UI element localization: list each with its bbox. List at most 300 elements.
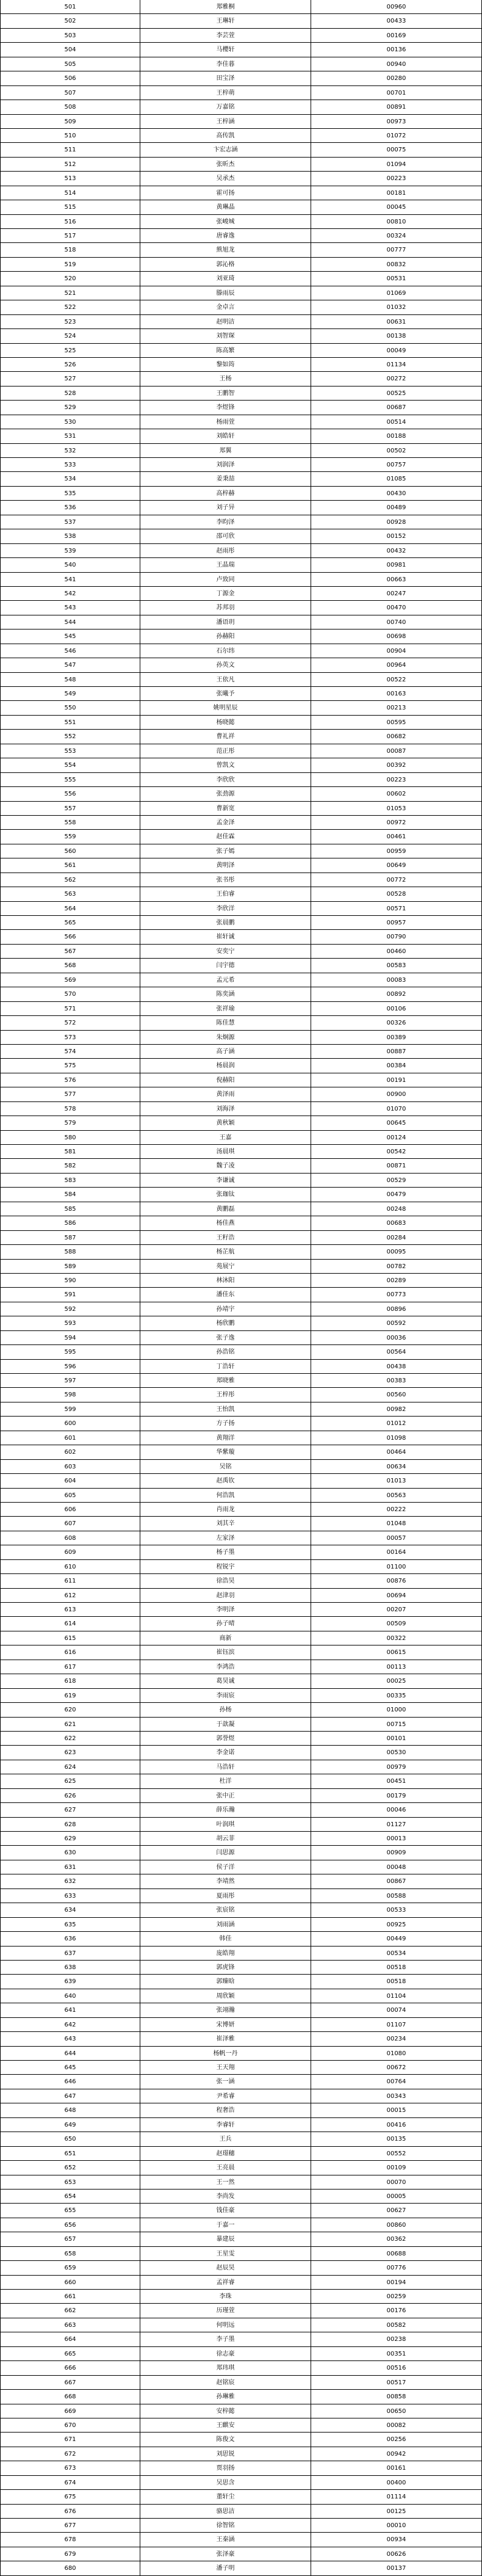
name-cell: 张子嫣 xyxy=(140,844,311,858)
row-number-cell: 670 xyxy=(0,2418,140,2432)
table-row xyxy=(0,615,482,629)
table-row xyxy=(0,372,482,386)
row-number-cell: 609 xyxy=(0,1545,140,1559)
id-code-cell: 00940 xyxy=(311,57,482,71)
id-code-cell: 00858 xyxy=(311,2390,482,2403)
name-cell: 李欣欣 xyxy=(140,773,311,786)
name-cell: 金卓言 xyxy=(140,300,311,314)
table-row xyxy=(0,1274,482,1288)
name-cell: 徐智铭 xyxy=(140,2519,311,2532)
row-number-cell: 675 xyxy=(0,2490,140,2503)
row-number-cell: 522 xyxy=(0,300,140,314)
id-code-cell: 00900 xyxy=(311,1087,482,1101)
name-cell: 卢致同 xyxy=(140,573,311,586)
id-code-cell: 01114 xyxy=(311,2490,482,2503)
row-number-cell: 558 xyxy=(0,816,140,829)
id-code-cell: 00101 xyxy=(311,1732,482,1745)
row-number-cell: 591 xyxy=(0,1288,140,1301)
id-code-cell: 00772 xyxy=(311,873,482,887)
name-cell: 田宝泽 xyxy=(140,71,311,85)
table-row xyxy=(0,787,482,801)
name-cell: 杨帆一丹 xyxy=(140,2047,311,2060)
row-number-cell: 592 xyxy=(0,1302,140,1316)
name-cell: 陈高繁 xyxy=(140,344,311,357)
name-cell: 徐浩昊 xyxy=(140,1574,311,1587)
name-cell: 王晶瑞 xyxy=(140,558,311,571)
row-number-cell: 516 xyxy=(0,215,140,228)
id-code-cell: 01100 xyxy=(311,1560,482,1573)
table-row xyxy=(0,2290,482,2304)
table-row xyxy=(0,858,482,873)
id-code-cell: 00125 xyxy=(311,2505,482,2518)
id-code-cell: 00259 xyxy=(311,2290,482,2303)
table-row xyxy=(0,1331,482,1345)
table-row xyxy=(0,1517,482,1531)
table-row xyxy=(0,1603,482,1617)
table-row xyxy=(0,1345,482,1359)
table-row xyxy=(0,458,482,472)
id-code-cell: 00179 xyxy=(311,1789,482,1802)
name-cell: 吴承杰 xyxy=(140,172,311,185)
table-row xyxy=(0,2276,482,2290)
id-code-cell: 01094 xyxy=(311,158,482,171)
name-cell: 李芸萱 xyxy=(140,29,311,42)
table-row xyxy=(0,2103,482,2117)
table-row xyxy=(0,1316,482,1330)
table-row xyxy=(0,2132,482,2146)
row-number-cell: 663 xyxy=(0,2318,140,2332)
name-cell: 张峻城 xyxy=(140,215,311,228)
table-row xyxy=(0,1645,482,1660)
id-code-cell: 00502 xyxy=(311,444,482,457)
id-code-cell: 00582 xyxy=(311,2318,482,2332)
table-row xyxy=(0,1388,482,1402)
name-cell: 高子涵 xyxy=(140,1045,311,1058)
id-code-cell: 00533 xyxy=(311,1903,482,1917)
table-row xyxy=(0,472,482,486)
name-cell: 滕雨辰 xyxy=(140,286,311,300)
id-code-cell: 00626 xyxy=(311,2547,482,2561)
name-cell: 刘皓轩 xyxy=(140,429,311,443)
id-code-cell: 00645 xyxy=(311,1116,482,1130)
id-code-cell: 00514 xyxy=(311,415,482,429)
table-row xyxy=(0,1489,482,1503)
row-number-cell: 517 xyxy=(0,229,140,242)
id-code-cell: 00773 xyxy=(311,1288,482,1301)
name-cell: 李谦诚 xyxy=(140,1174,311,1187)
id-code-cell: 01134 xyxy=(311,358,482,371)
name-cell: 苏邦羽 xyxy=(140,601,311,614)
id-code-cell: 00960 xyxy=(311,0,482,13)
table-row xyxy=(0,1560,482,1574)
name-cell: 范正彤 xyxy=(140,744,311,758)
table-row xyxy=(0,1574,482,1588)
table-row xyxy=(0,1846,482,1860)
id-code-cell: 00615 xyxy=(311,1645,482,1659)
id-code-cell: 00194 xyxy=(311,2276,482,2289)
id-code-cell: 00563 xyxy=(311,1489,482,1502)
table-row xyxy=(0,501,482,515)
id-code-cell: 00904 xyxy=(311,644,482,658)
id-code-cell: 00871 xyxy=(311,1159,482,1172)
row-number-cell: 586 xyxy=(0,1216,140,1230)
table-row xyxy=(0,2190,482,2204)
row-number-cell: 523 xyxy=(0,315,140,328)
id-code-cell: 00272 xyxy=(311,372,482,385)
name-cell: 宋博妍 xyxy=(140,2018,311,2031)
row-number-cell: 671 xyxy=(0,2433,140,2446)
name-cell: 刘雨涵 xyxy=(140,1918,311,1931)
name-cell: 马浩轩 xyxy=(140,1760,311,1774)
name-cell: 肖雨龙 xyxy=(140,1503,311,1516)
id-code-cell: 00740 xyxy=(311,615,482,629)
row-number-cell: 519 xyxy=(0,258,140,271)
name-cell: 王麒安 xyxy=(140,2418,311,2432)
table-row xyxy=(0,587,482,601)
name-cell: 何浩凯 xyxy=(140,1489,311,1502)
id-code-cell: 00188 xyxy=(311,429,482,443)
row-number-cell: 561 xyxy=(0,858,140,872)
row-number-cell: 511 xyxy=(0,143,140,156)
table-row xyxy=(0,415,482,429)
table-row xyxy=(0,1503,482,1517)
id-code-cell: 01104 xyxy=(311,1989,482,2003)
id-code-cell: 00234 xyxy=(311,2032,482,2045)
name-cell: 黎如筠 xyxy=(140,358,311,371)
id-code-cell: 00470 xyxy=(311,601,482,614)
name-cell: 李睿轩 xyxy=(140,2118,311,2132)
name-cell: 陈奕涵 xyxy=(140,987,311,1001)
id-code-cell: 00782 xyxy=(311,1260,482,1273)
name-cell: 吴思含 xyxy=(140,2476,311,2489)
name-cell: 赵雨彤 xyxy=(140,544,311,557)
row-number-cell: 597 xyxy=(0,1374,140,1387)
row-number-cell: 603 xyxy=(0,1460,140,1473)
row-number-cell: 549 xyxy=(0,687,140,700)
id-code-cell: 00223 xyxy=(311,773,482,786)
name-cell: 孙英文 xyxy=(140,658,311,672)
name-cell: 郑晓雅 xyxy=(140,1374,311,1387)
table-row xyxy=(0,143,482,157)
table-row xyxy=(0,629,482,644)
table-row xyxy=(0,1989,482,2003)
row-number-cell: 647 xyxy=(0,2089,140,2103)
table-row xyxy=(0,429,482,443)
row-number-cell: 503 xyxy=(0,29,140,42)
table-row xyxy=(0,1918,482,1932)
name-cell: 黄明泽 xyxy=(140,858,311,872)
name-cell: 曹新宽 xyxy=(140,802,311,815)
table-row xyxy=(0,14,482,28)
row-number-cell: 502 xyxy=(0,14,140,27)
name-cell: 郭沁格 xyxy=(140,258,311,271)
table-row xyxy=(0,1402,482,1417)
row-number-cell: 632 xyxy=(0,1874,140,1888)
table-row xyxy=(0,2318,482,2332)
id-code-cell: 00592 xyxy=(311,1316,482,1330)
row-number-cell: 660 xyxy=(0,2276,140,2289)
id-code-cell: 00964 xyxy=(311,658,482,672)
name-cell: 郭臻晗 xyxy=(140,1975,311,1988)
table-row xyxy=(0,1889,482,1903)
row-number-cell: 507 xyxy=(0,86,140,100)
row-number-cell: 587 xyxy=(0,1231,140,1244)
id-code-cell: 00137 xyxy=(311,2561,482,2575)
id-code-cell: 00384 xyxy=(311,1059,482,1072)
name-cell: 赵津羽 xyxy=(140,1589,311,1602)
row-number-cell: 659 xyxy=(0,2261,140,2274)
name-cell: 陈佳慧 xyxy=(140,1016,311,1029)
id-code-cell: 00025 xyxy=(311,1674,482,1688)
row-number-cell: 566 xyxy=(0,930,140,943)
table-row xyxy=(0,2247,482,2261)
row-number-cell: 648 xyxy=(0,2103,140,2117)
name-cell: 黄翔洋 xyxy=(140,1431,311,1445)
name-cell: 李欣洋 xyxy=(140,902,311,915)
table-row xyxy=(0,773,482,787)
id-code-cell: 00909 xyxy=(311,1846,482,1859)
row-number-cell: 534 xyxy=(0,472,140,485)
name-cell: 张子逸 xyxy=(140,1331,311,1344)
row-number-cell: 676 xyxy=(0,2505,140,2518)
row-number-cell: 622 xyxy=(0,1732,140,1745)
row-number-cell: 573 xyxy=(0,1031,140,1044)
id-code-cell: 00571 xyxy=(311,902,482,915)
name-cell: 侯子洋 xyxy=(140,1860,311,1874)
id-code-cell: 00542 xyxy=(311,1145,482,1158)
name-cell: 程锐宇 xyxy=(140,1560,311,1573)
table-row xyxy=(0,816,482,830)
id-code-cell: 00715 xyxy=(311,1718,482,1731)
id-code-cell: 00152 xyxy=(311,529,482,543)
name-cell: 赵佳霖 xyxy=(140,830,311,843)
row-number-cell: 544 xyxy=(0,615,140,629)
id-code-cell: 01070 xyxy=(311,1102,482,1116)
name-cell: 张翊瀚 xyxy=(140,2003,311,2017)
name-cell: 王籽浩 xyxy=(140,1231,311,1244)
name-cell: 丁源金 xyxy=(140,587,311,600)
name-cell: 郑雅桐 xyxy=(140,0,311,13)
id-code-cell: 00256 xyxy=(311,2433,482,2446)
table-row xyxy=(0,100,482,114)
name-cell: 刘其辛 xyxy=(140,1517,311,1530)
table-row xyxy=(0,1947,482,1961)
row-number-cell: 541 xyxy=(0,573,140,586)
id-code-cell: 00552 xyxy=(311,2147,482,2160)
row-number-cell: 583 xyxy=(0,1174,140,1187)
row-number-cell: 613 xyxy=(0,1603,140,1616)
row-number-cell: 666 xyxy=(0,2361,140,2375)
row-number-cell: 598 xyxy=(0,1388,140,1401)
table-row xyxy=(0,386,482,401)
id-code-cell: 00095 xyxy=(311,1245,482,1258)
id-code-cell: 00867 xyxy=(311,1874,482,1888)
row-number-cell: 514 xyxy=(0,186,140,200)
row-number-cell: 679 xyxy=(0,2547,140,2561)
table-row xyxy=(0,1159,482,1173)
name-cell: 李子墨 xyxy=(140,2332,311,2346)
table-row xyxy=(0,358,482,372)
id-code-cell: 00522 xyxy=(311,673,482,686)
row-number-cell: 594 xyxy=(0,1331,140,1344)
name-cell: 赵明洁 xyxy=(140,315,311,328)
row-number-cell: 555 xyxy=(0,773,140,786)
table-row xyxy=(0,1760,482,1774)
name-cell: 周欣颖 xyxy=(140,1989,311,2003)
row-number-cell: 661 xyxy=(0,2290,140,2303)
name-cell: 徐志豪 xyxy=(140,2347,311,2360)
id-code-cell: 00048 xyxy=(311,1860,482,1874)
table-row xyxy=(0,1860,482,1874)
table-row xyxy=(0,1202,482,1216)
id-code-cell: 00326 xyxy=(311,1016,482,1029)
id-code-cell: 00683 xyxy=(311,1216,482,1230)
row-number-cell: 513 xyxy=(0,172,140,185)
row-number-cell: 530 xyxy=(0,415,140,429)
name-cell: 刘智琛 xyxy=(140,329,311,343)
table-row xyxy=(0,730,482,744)
id-code-cell: 00248 xyxy=(311,1202,482,1216)
id-code-cell: 00701 xyxy=(311,86,482,100)
name-cell: 杨晓懿 xyxy=(140,716,311,729)
name-cell: 崔轩诚 xyxy=(140,930,311,943)
table-row xyxy=(0,2232,482,2246)
row-number-cell: 581 xyxy=(0,1145,140,1158)
row-number-cell: 645 xyxy=(0,2061,140,2074)
row-number-cell: 624 xyxy=(0,1760,140,1774)
table-row xyxy=(0,0,482,14)
table-row xyxy=(0,1260,482,1274)
id-code-cell: 00005 xyxy=(311,2190,482,2203)
id-code-cell: 00516 xyxy=(311,2361,482,2375)
name-cell: 邵可欣 xyxy=(140,529,311,543)
name-cell: 赵铭宸 xyxy=(140,2376,311,2389)
id-code-cell: 00876 xyxy=(311,1574,482,1587)
row-number-cell: 546 xyxy=(0,644,140,658)
id-code-cell: 00525 xyxy=(311,386,482,400)
table-row xyxy=(0,2003,482,2017)
table-row xyxy=(0,344,482,358)
name-cell: 丁浩轩 xyxy=(140,1360,311,1373)
table-row xyxy=(0,1374,482,1388)
row-number-cell: 637 xyxy=(0,1947,140,1960)
row-number-cell: 524 xyxy=(0,329,140,343)
id-code-cell: 00529 xyxy=(311,1174,482,1187)
table-row xyxy=(0,229,482,243)
id-code-cell: 00682 xyxy=(311,730,482,743)
table-row xyxy=(0,1016,482,1030)
name-cell: 钱佳豪 xyxy=(140,2204,311,2217)
row-number-cell: 552 xyxy=(0,730,140,743)
table-row xyxy=(0,1789,482,1803)
name-cell: 李佳暮 xyxy=(140,57,311,71)
row-number-cell: 525 xyxy=(0,344,140,357)
table-row xyxy=(0,2461,482,2475)
name-cell: 郑翼 xyxy=(140,444,311,457)
name-cell: 李鸿浩 xyxy=(140,1660,311,1674)
row-number-cell: 527 xyxy=(0,372,140,385)
row-number-cell: 630 xyxy=(0,1846,140,1859)
id-code-cell: 00400 xyxy=(311,2476,482,2489)
id-code-cell: 00416 xyxy=(311,2118,482,2132)
row-number-cell: 551 xyxy=(0,716,140,729)
id-code-cell: 00959 xyxy=(311,844,482,858)
row-number-cell: 563 xyxy=(0,887,140,901)
name-cell: 李煜锋 xyxy=(140,401,311,414)
row-number-cell: 564 xyxy=(0,902,140,915)
name-cell: 程奢浩 xyxy=(140,2103,311,2117)
id-code-cell: 00698 xyxy=(311,629,482,643)
table-row xyxy=(0,272,482,286)
table-row xyxy=(0,2447,482,2461)
row-number-cell: 649 xyxy=(0,2118,140,2132)
table-row xyxy=(0,200,482,214)
id-code-cell: 00169 xyxy=(311,29,482,42)
id-code-cell: 00280 xyxy=(311,71,482,85)
table-row xyxy=(0,1718,482,1732)
name-cell: 刘亚琦 xyxy=(140,272,311,285)
id-code-cell: 01127 xyxy=(311,1818,482,1831)
id-code-cell: 00517 xyxy=(311,2376,482,2389)
table-row xyxy=(0,830,482,844)
id-code-cell: 00892 xyxy=(311,987,482,1001)
name-cell: 王嘉 xyxy=(140,1131,311,1144)
row-number-cell: 528 xyxy=(0,386,140,400)
row-number-cell: 610 xyxy=(0,1560,140,1573)
table-row xyxy=(0,1073,482,1087)
id-code-cell: 00461 xyxy=(311,830,482,843)
id-code-cell: 00136 xyxy=(311,43,482,56)
row-number-cell: 568 xyxy=(0,959,140,972)
row-number-cell: 565 xyxy=(0,916,140,929)
name-cell: 商新 xyxy=(140,1631,311,1645)
row-number-cell: 550 xyxy=(0,701,140,714)
row-number-cell: 539 xyxy=(0,544,140,557)
row-number-cell: 643 xyxy=(0,2032,140,2045)
name-cell: 李金诺 xyxy=(140,1746,311,1759)
table-row xyxy=(0,1116,482,1130)
table-row xyxy=(0,2218,482,2232)
table-row xyxy=(0,959,482,973)
id-code-cell: 00860 xyxy=(311,2218,482,2232)
table-row xyxy=(0,1460,482,1474)
id-code-cell: 00075 xyxy=(311,143,482,156)
id-code-cell: 00564 xyxy=(311,1345,482,1359)
row-number-cell: 562 xyxy=(0,873,140,887)
table-row xyxy=(0,2089,482,2103)
id-code-cell: 00163 xyxy=(311,687,482,700)
name-cell: 熊旭龙 xyxy=(140,243,311,256)
name-cell: 杨芷航 xyxy=(140,1245,311,1258)
name-cell: 潘语玥 xyxy=(140,615,311,629)
row-number-cell: 618 xyxy=(0,1674,140,1688)
row-number-cell: 538 xyxy=(0,529,140,543)
table-row xyxy=(0,2147,482,2161)
row-number-cell: 520 xyxy=(0,272,140,285)
row-number-cell: 680 xyxy=(0,2561,140,2575)
row-number-cell: 584 xyxy=(0,1188,140,1201)
name-cell: 曾凯文 xyxy=(140,758,311,772)
id-code-cell: 00164 xyxy=(311,1545,482,1559)
name-cell: 高传凯 xyxy=(140,129,311,142)
table-row xyxy=(0,1059,482,1073)
id-code-cell: 00595 xyxy=(311,716,482,729)
name-cell: 王星雯 xyxy=(140,2247,311,2260)
row-number-cell: 634 xyxy=(0,1903,140,1917)
name-cell: 王亮晨 xyxy=(140,2161,311,2174)
row-number-cell: 569 xyxy=(0,973,140,987)
id-code-cell: 00627 xyxy=(311,2204,482,2217)
